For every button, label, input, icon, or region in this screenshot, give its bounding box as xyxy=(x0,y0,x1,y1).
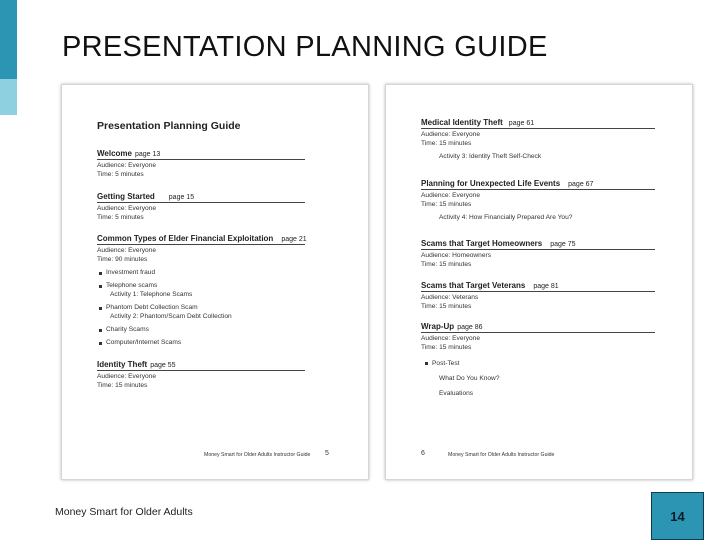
section-heading: Getting Started page 15 xyxy=(97,192,305,203)
list-item: Phantom Debt Collection Scam xyxy=(99,304,232,312)
section-homeowner-scams xyxy=(421,239,655,269)
section-welcome xyxy=(97,149,305,179)
section-heading: Wrap-Up page 86 xyxy=(421,322,655,333)
section-elder-exploitation xyxy=(97,234,305,264)
section-heading: Scams that Target Homeowners page 75 xyxy=(421,239,655,250)
section-heading: Welcome page 13 xyxy=(97,149,305,160)
activity-item: Activity 4: How Financially Prepared Are You? xyxy=(439,214,573,221)
section-wrap-up xyxy=(421,322,655,352)
slide-number-box xyxy=(651,492,704,540)
section-meta: Audience: Everyone Time: 15 minutes xyxy=(97,373,157,389)
accent-bar-light xyxy=(0,79,17,115)
section-meta: Audience: Veterans Time: 15 minutes xyxy=(421,294,479,310)
section-meta: Audience: Everyone Time: 5 minutes xyxy=(97,205,157,221)
section-unexpected-life-events xyxy=(421,179,655,222)
scam-bullet-list xyxy=(99,269,232,352)
slide-footer: Money Smart for Older Adults xyxy=(55,506,193,518)
section-heading: Scams that Target Veterans page 81 xyxy=(421,281,655,292)
activity-item: Activity 3: Identity Theft Self-Check xyxy=(439,153,542,160)
section-heading: Planning for Unexpected Life Events page 67 xyxy=(421,179,655,190)
section-meta: Audience: Everyone Time: 15 minutes xyxy=(421,335,481,351)
section-identity-theft xyxy=(97,360,305,390)
guide-page-left xyxy=(61,84,369,480)
page-footer: Money Smart for Older Adults Instructor Guide xyxy=(448,452,555,458)
section-meta: Audience: Everyone Time: 15 minutes xyxy=(421,192,481,208)
section-heading: Medical Identity Theft page 61 xyxy=(421,118,655,129)
page-number: 5 xyxy=(325,450,329,457)
slide-title: PRESENTATION PLANNING GUIDE xyxy=(62,31,548,63)
section-heading: Identity Theft page 55 xyxy=(97,360,305,371)
section-medical-identity-theft xyxy=(421,118,655,161)
section-meta: Audience: Homeowners Time: 15 minutes xyxy=(421,252,492,268)
section-meta: Audience: Everyone Time: 15 minutes xyxy=(421,131,481,147)
list-item: Evaluations xyxy=(439,390,474,397)
accent-bar-top xyxy=(0,0,17,79)
activity-item: Activity 1: Telephone Scams xyxy=(110,291,193,298)
list-item: Computer/Internet Scams xyxy=(99,339,232,347)
list-item: Telephone scams xyxy=(99,282,232,290)
section-heading: Common Types of Elder Financial Exploitation page 21 xyxy=(97,234,307,243)
page-number: 6 xyxy=(421,450,425,457)
guide-page-right xyxy=(385,84,693,480)
section-meta: Audience: Everyone Time: 90 minutes xyxy=(97,247,157,263)
list-item: Post-Test xyxy=(425,359,499,368)
section-getting-started xyxy=(97,192,305,222)
page-footer: Money Smart for Older Adults Instructor Guide xyxy=(204,452,311,458)
list-item: What Do You Know? xyxy=(439,375,500,382)
slide-number: 14 xyxy=(670,509,685,524)
list-item: Investment fraud xyxy=(99,269,232,277)
section-meta: Audience: Everyone Time: 5 minutes xyxy=(97,162,157,178)
list-item: Charity Scams xyxy=(99,326,232,334)
activity-item: Activity 2: Phantom/Scam Debt Collection xyxy=(110,313,232,320)
guide-title: Presentation Planning Guide xyxy=(97,120,241,132)
section-veteran-scams xyxy=(421,281,655,311)
post-test-list xyxy=(425,359,499,398)
